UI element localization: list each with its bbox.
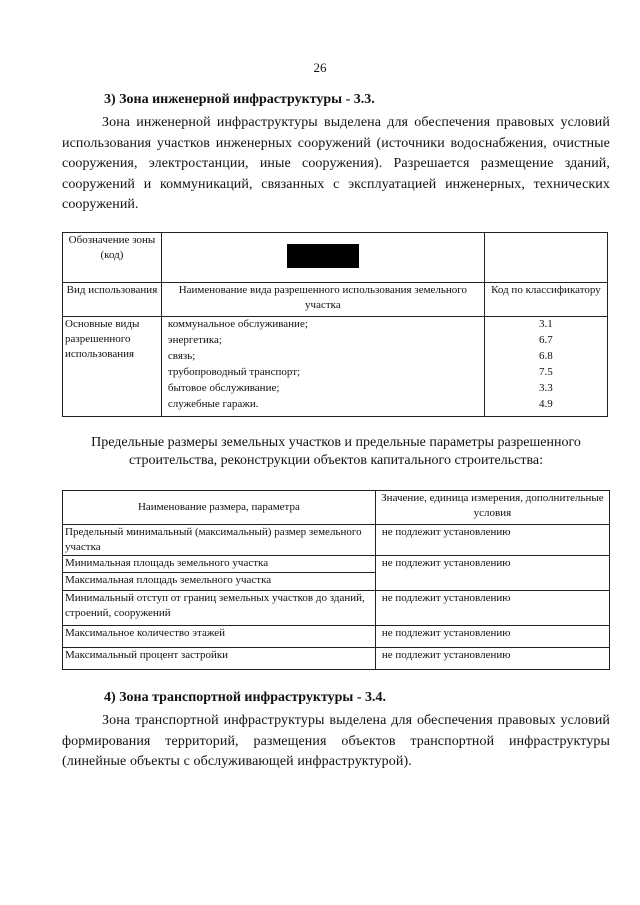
zone-code-label: Обозначение зоны (код) (63, 233, 162, 283)
param-name: Минимальная площадь земельного участка (63, 556, 376, 573)
usage-code: 4.9 (539, 398, 553, 410)
param-value: не подлежит установлению (375, 648, 609, 670)
section-4-heading: 4) Зона транспортной инфраструктуры - 3.4. (104, 690, 387, 705)
param-name: Максимальный процент застройки (63, 648, 376, 670)
param-name: Минимальный отступ от границ земельных участков до зданий, строений, сооружений (63, 591, 376, 626)
param-name: Максимальное количество этажей (63, 626, 376, 648)
col-header-name: Наименование вида разрешенного использования земельного участка (161, 283, 484, 317)
usage-kind-label: Основные виды разрешенного использования (63, 317, 162, 417)
param-value: не подлежит установлению (375, 556, 609, 591)
usage-name: служебные гаражи. (167, 398, 259, 410)
col-header-code: Код по классификатору (484, 283, 607, 317)
usage-name: коммунальное обслуживание; (167, 318, 308, 330)
usage-code: 3.3 (539, 382, 553, 394)
usage-codes (484, 317, 607, 417)
usage-name: энергетика; (167, 334, 222, 346)
params-table (62, 490, 610, 670)
usage-code: 6.8 (539, 350, 553, 362)
usage-code: 3.1 (539, 318, 553, 330)
param-value: не подлежит установлению (375, 591, 609, 626)
param-name: Максимальная площадь земельного участка (63, 573, 376, 591)
usage-name: бытовое обслуживание; (167, 382, 280, 394)
usage-names (161, 317, 484, 417)
usage-code: 6.7 (539, 334, 553, 346)
param-value: не подлежит установлению (375, 525, 609, 556)
usage-name: трубопроводный транспорт; (167, 366, 301, 378)
params-caption: Предельные размеры земельных участков и предельные параметры разрешенного строительства, реконструкции объектов капитального строительства: (91, 435, 581, 468)
usage-name: связь; (167, 350, 196, 362)
zone-table (62, 232, 608, 417)
params-col-name: Наименование размера, параметра (63, 491, 376, 525)
section-3-paragraph: Зона инженерной инфраструктуры выделена для обеспечения правовых условий использования участков инженерных сооружений (источники водоснабжения, очистные сооружения, электростанции, иные сооружения). Разрешается размещение зданий, сооружений и коммуникаций, связанных с эксплуатацией инженерных, технических сооружений. (62, 115, 610, 212)
zone-code-cell (161, 233, 484, 283)
col-header-kind: Вид использования (63, 283, 162, 317)
usage-code: 7.5 (539, 366, 553, 378)
param-name: Предельный минимальный (максимальный) размер земельного участка (63, 525, 376, 556)
redaction-block (287, 244, 359, 268)
section-4-paragraph: Зона транспортной инфраструктуры выделена для обеспечения правовых условий формирования территорий, размещения объектов транспортной инфраструктуры (линейные объекты с обслуживающей инфраструктурой). (62, 713, 610, 769)
page-number: 26 (313, 60, 327, 75)
param-value: не подлежит установлению (375, 626, 609, 648)
empty-cell (484, 233, 607, 283)
params-col-value: Значение, единица измерения, дополнительные условия (375, 491, 609, 525)
section-3-heading: 3) Зона инженерной инфраструктуры - 3.3. (104, 92, 375, 107)
